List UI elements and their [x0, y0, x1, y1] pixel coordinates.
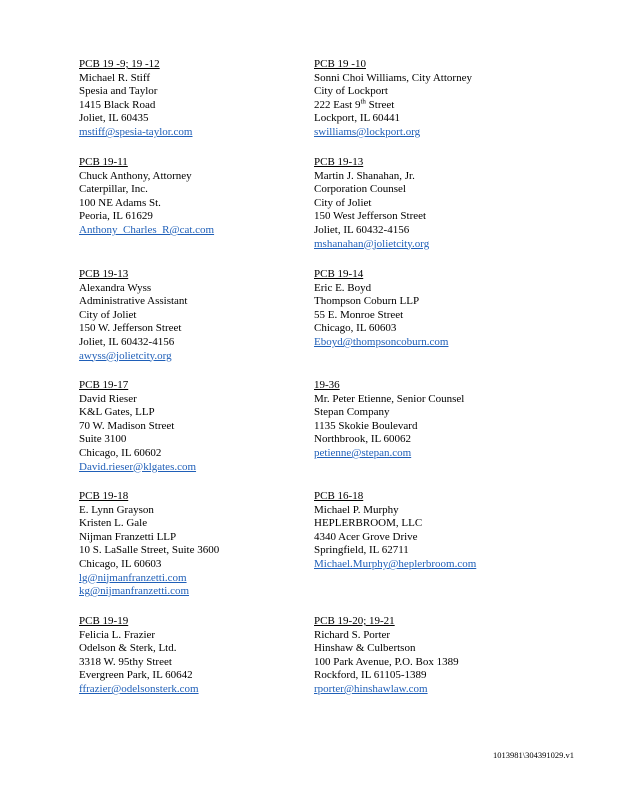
- entry-line: Kristen L. Gale: [79, 517, 148, 530]
- service-entry: [79, 58, 309, 140]
- entry-line: Felicia L. Frazier: [79, 628, 156, 641]
- entry-line: Joliet, IL 60432-4156: [79, 335, 175, 348]
- entry-line: Chuck Anthony, Attorney: [79, 169, 192, 182]
- case-number: PCB 19-14: [314, 268, 364, 280]
- case-number: 19-36: [314, 379, 340, 391]
- entry-line: 70 W. Madison Street: [79, 419, 175, 432]
- entry-line: Mr. Peter Etienne, Senior Counsel: [314, 392, 465, 405]
- entry-line: 4340 Acer Grove Drive: [314, 530, 418, 543]
- entry-line: Chicago, IL 60603: [314, 322, 397, 335]
- entry-line: HEPLERBROOM, LLC: [314, 517, 423, 530]
- entry-line: Springfield, IL 62711: [314, 544, 409, 557]
- entry-line: Hinshaw & Culbertson: [314, 642, 416, 655]
- entry-line: 100 Park Avenue, P.O. Box 1389: [314, 655, 459, 668]
- entry-line: Nijman Franzetti LLP: [79, 530, 177, 543]
- entry-line: 222 East 9th Street: [314, 97, 395, 111]
- entry-line: 10 S. LaSalle Street, Suite 3600: [79, 544, 220, 557]
- entry-line: Suite 3100: [79, 433, 127, 446]
- entry-line: Caterpillar, Inc.: [79, 183, 148, 196]
- service-entry: [79, 156, 309, 238]
- entry-line: Joliet, IL 60432-4156: [314, 223, 410, 236]
- case-number: PCB 19-17: [79, 379, 129, 391]
- case-number: PCB 19 -9; 19 -12: [79, 58, 160, 70]
- entry-line: Stepan Company: [314, 406, 390, 419]
- service-entry: [314, 58, 544, 140]
- entry-line: Thompson Coburn LLP: [314, 295, 420, 308]
- entry-line: Joliet, IL 60435: [79, 112, 149, 125]
- entry-line: Rockford, IL 61105-1389: [314, 669, 427, 682]
- entry-line: 3318 W. 95thy Street: [79, 655, 172, 668]
- entry-line: City of Lockport: [314, 85, 388, 98]
- email-link[interactable]: lg@nijmanfranzetti.com: [79, 571, 187, 584]
- entry-line: Martin J. Shanahan, Jr.: [314, 169, 415, 182]
- entry-line: City of Joliet: [79, 308, 137, 321]
- entry-line: Sonni Choi Williams, City Attorney: [314, 71, 472, 84]
- entry-line: Evergreen Park, IL 60642: [79, 669, 193, 682]
- entry-line: K&L Gates, LLP: [79, 406, 155, 419]
- entry-line: Corporation Counsel: [314, 183, 406, 196]
- entry-line: Odelson & Sterk, Ltd.: [79, 642, 177, 655]
- email-link[interactable]: awyss@jolietcity.org: [79, 349, 172, 362]
- case-number: PCB 19-19: [79, 615, 129, 627]
- case-number: PCB 19-18: [79, 490, 129, 502]
- service-entry: [79, 268, 309, 363]
- entry-line: E. Lynn Grayson: [79, 503, 154, 516]
- entry-line: 1415 Black Road: [79, 98, 156, 111]
- email-link[interactable]: ffrazier@odelsonsterk.com: [79, 682, 199, 695]
- entry-line: Michael P. Murphy: [314, 503, 399, 516]
- entry-line: City of Joliet: [314, 196, 372, 209]
- service-entry: [79, 379, 309, 474]
- email-link[interactable]: Anthony_Charles_R@cat.com: [79, 223, 215, 236]
- entry-line: Northbrook, IL 60062: [314, 433, 412, 446]
- entry-line: Eric E. Boyd: [314, 281, 372, 294]
- case-number: PCB 19 -10: [314, 58, 366, 70]
- email-link[interactable]: mstiff@spesia-taylor.com: [79, 125, 193, 138]
- entry-line: 150 W. Jefferson Street: [79, 322, 182, 335]
- service-entry: [314, 156, 544, 251]
- document-id: 1013981\304391029.v1: [493, 750, 574, 760]
- service-entry: [314, 490, 544, 572]
- email-link[interactable]: kg@nijmanfranzetti.com: [79, 585, 190, 598]
- entry-line: Administrative Assistant: [79, 295, 188, 308]
- email-link[interactable]: Michael.Murphy@heplerbroom.com: [314, 557, 477, 570]
- entry-line: David Rieser: [79, 392, 137, 405]
- case-number: PCB 19-13: [79, 268, 129, 280]
- entry-line: Michael R. Stiff: [79, 71, 150, 84]
- service-entry: [79, 490, 309, 599]
- email-link[interactable]: Eboyd@thompsoncoburn.com: [314, 335, 449, 348]
- email-link[interactable]: petienne@stepan.com: [314, 446, 412, 459]
- service-entry: [79, 615, 309, 697]
- email-link[interactable]: rporter@hinshawlaw.com: [314, 682, 428, 695]
- case-number: PCB 19-20; 19-21: [314, 615, 395, 627]
- email-link[interactable]: David.rieser@klgates.com: [79, 460, 197, 473]
- service-entry: [314, 615, 544, 697]
- entry-line: Spesia and Taylor: [79, 85, 158, 98]
- case-number: PCB 16-18: [314, 490, 364, 502]
- entry-line: Peoria, IL 61629: [79, 210, 153, 223]
- entry-line: Richard S. Porter: [314, 628, 391, 641]
- email-link[interactable]: mshanahan@jolietcity.org: [314, 237, 430, 250]
- entry-line: 55 E. Monroe Street: [314, 308, 404, 321]
- entry-line: 150 West Jefferson Street: [314, 210, 427, 223]
- entry-line: Lockport, IL 60441: [314, 112, 401, 125]
- entry-line: Chicago, IL 60603: [79, 557, 162, 570]
- case-number: PCB 19-13: [314, 156, 364, 168]
- entry-line: 1135 Skokie Boulevard: [314, 419, 418, 432]
- service-entry: [314, 379, 544, 461]
- entry-line: Chicago, IL 60602: [79, 446, 162, 459]
- case-number: PCB 19-11: [79, 156, 128, 168]
- entry-line: 100 NE Adams St.: [79, 196, 161, 209]
- email-link[interactable]: swilliams@lockport.org: [314, 125, 421, 138]
- entry-line: Alexandra Wyss: [79, 281, 152, 294]
- service-entry: [314, 268, 544, 350]
